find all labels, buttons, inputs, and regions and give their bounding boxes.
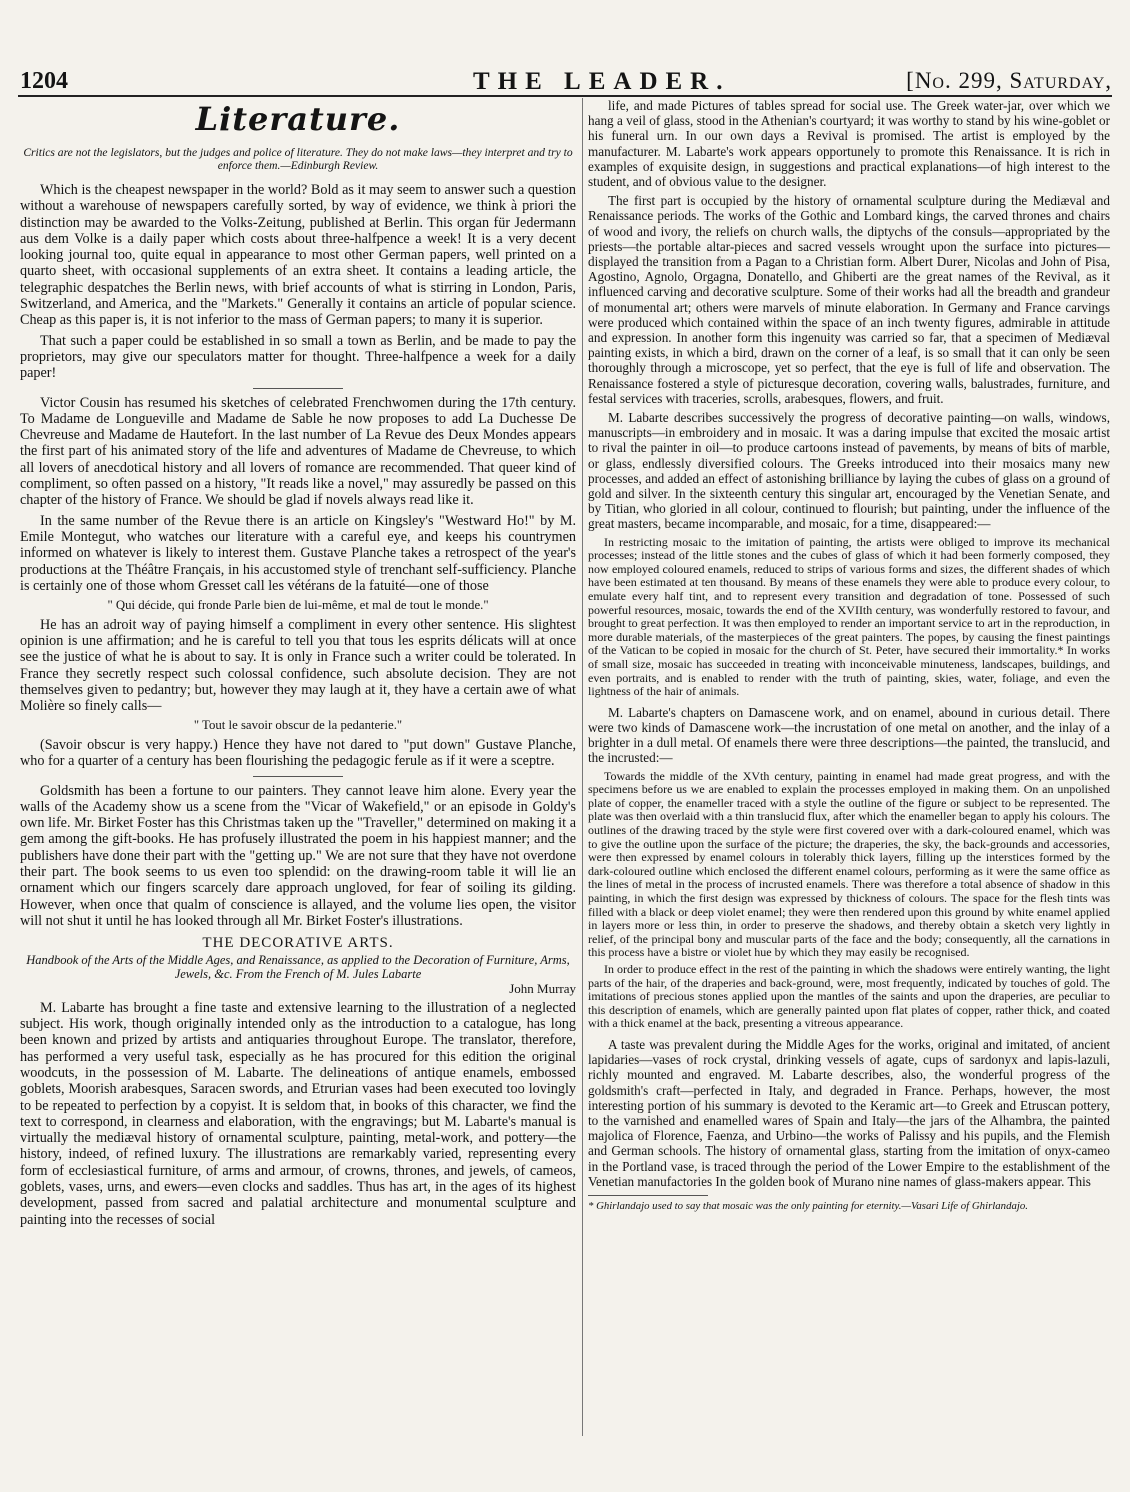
footnote: * Ghirlandajo used to say that mosaic was the only painting for eternity.—Vasari Life of Ghirlandajo. <box>588 1199 1028 1212</box>
article-paragraph: A taste was prevalent during the Middle Ages for the works, original and imitated, of ancient lapidaries—vases of rock crystal, drinking vessels of agate, cups of sardonyx and lapis-lazuli, richly mounted and engraved. M. Labarte describes, also, the wonderful progress of the goldsmith's craft—perfected in Italy, and degraded in France. Perhaps, however, the most interesting portion of his summary is devoted to the Keramic art—to Greek and Etruscan pottery, to the varnished and enamelled wares of Spain and Italy—the jars of the Alhambra, the painted majolica of Florence, Faenza, and Urbino—the works of Palissy and his pupils, and the Flemish and German schools. The history of ornamental glass, starting from the imitation of onyx-cameo in the Portland vase, is traced through the period of the Lower Empire to the establishment of the Venetian manufactories In the golden book of Murano nine names of glass-makers appear. This <box>588 1036 1110 1189</box>
block-quote <box>588 536 1110 699</box>
review-subtitle: Handbook of the Arts of the Middle Ages, and Renaissance, as applied to the Decoration of Furniture, Arms, Jewels, &c. From the French of M. Jules Labarte <box>26 953 570 982</box>
divider <box>253 388 343 389</box>
right-column <box>588 98 1110 1212</box>
page-number: 1204 <box>20 68 68 94</box>
masthead-rule <box>18 95 1112 97</box>
article-paragraph: Goldsmith has been a fortune to our painters. They cannot leave him alone. Every year the walls of the Academy show us a scene from the "Vicar of Wakefield," or an episode in Goldy's own life. Mr. Birket Foster has this Christmas taken up the "Traveller," determined on making it a gem among the gift-books. He has profusely illustrated the poem in his happiest manner; and the publishers have done their part with the "getting up." We are not sure that they have not overdone their part. The book seems to us even too splendid: on the drawing-room table it will lie an ornament which our fingers scarcely dare approach ungloved, for fear of soiling its gilding. However, when once that qualm of conscience is allayed, and the volume lies open, the visitor will not shut it until he has looked through all Mr. Birket Foster's illustrations. <box>20 782 576 929</box>
block-quote <box>588 770 1110 1031</box>
masthead <box>18 60 1112 94</box>
article-paragraph: Victor Cousin has resumed his sketches of celebrated Frenchwomen during the 17th century. To Madame de Longueville and Madame de Sable he now proposes to add La Duchesse De Chevreuse and Madame de Hautefort. In the last number of La Revue des Deux Mondes appears the first part of his animated story of the life and adventures of Madame de Chevreuse, to which all lovers of anecdotical history and all lovers of romance are recommended. That queer kind of compliment, so often passed on a history, "It reads like a novel," may assuredly be passed on this chapter of the history of France. We should be glad if novels always read like it. <box>20 394 576 509</box>
article-paragraph: He has an adroit way of paying himself a compliment in every other sentence. His slightest opinion is une affirmation; and he is careful to tell you that tous les esprits délicats will at once see the justice of what he is about to say. It is only in France such a writer could be tolerated. In France they secretly respect such colossal confidence, such absolute decision. They are not themselves given to pedantry; but, however they may laugh at it, they have a certain awe of what Molière so finely calls— <box>20 616 576 715</box>
epigraph: Critics are not the legislators, but the judges and police of literature. They do not make laws—they interpret and try to enforce them.—Edinburgh Review. <box>23 146 573 172</box>
article-paragraph: (Savoir obscur is very happy.) Hence they have not dared to "put down" Gustave Planche, who for a quarter of a century has been flourishing the pedagogic ferule as if it were a sceptre. <box>20 736 576 770</box>
review-title: THE DECORATIVE ARTS. <box>202 935 394 952</box>
verse-quote: " Tout le savoir obscur de la pedanterie." <box>193 718 403 733</box>
article-paragraph: M. Labarte's chapters on Damascene work, and on enamel, abound in curious detail. There were two kinds of Damascene work—the incrustation of one metal on another, and the inlay of a brighter in a dull metal. Of enamels there were three descriptions—the painted, the translucid, and the incrusted:— <box>588 704 1110 766</box>
article-paragraph: In the same number of the Revue there is an article on Kingsley's "Westward Ho!" by M. Emile Montegut, who watches our literature with a careful eye, and keeps his countrymen informed on whatever is likely to interest them. Gustave Planche takes a retrospect of the year's productions at the Théâtre Français, in his accustomed style of trenchant self-sufficiency. Planche is certainly one of those whom Gresset call les vétérans de la fatuité—one of those <box>20 512 576 594</box>
section-heading: Literature. <box>195 100 401 138</box>
quote-paragraph: In restricting mosaic to the imitation of painting, the artists were obliged to improve its mechanical processes; instead of the little stones and the cubes of glass of which it had been formerly composed, they now employed coloured enamels, reduced to strips of various forms and sizes, the different shades of which have been estimated at ten thousand. By means of these enamels they were able to produce every colour, to emulate every half tint, and to represent every transition and degradation of tone. Possessed of such powerful resources, mosaic, towards the end of the XVIIth century, was wonderfully restored to favour, and brought to great perfection. It was then employed to render an important service to art in the reproduction, in more durable materials, of the masterpieces of the great painters. The popes, by causing the finest paintings of the Vatican to be copied in mosaic for the church of St. Peter, have secured their immortality.* In works of small size, mosaic has succeeded in treating with inconceivable minuteness, landscapes, buildings, and even portraits, and is enabled to render with the truth of painting, skies, water, foliage, and even the lightness of the hair of animals. <box>588 534 1110 699</box>
left-column <box>20 98 576 1232</box>
article-paragraph: Which is the cheapest newspaper in the world? Bold as it may seem to answer such a question without a warehouse of newspapers carefully sorted, by way of evidence, we think à priori the distinction may be awarded to the Volks-Zeitung, published at Berlin. This organ für Jedermann aus dem Volke is a daily paper which costs about three-halfpence a week! It is a very decent looking journal too, quite equal in appearance to most other German papers, well printed on a quarto sheet, with occasional supplements of an extra sheet. It contains a leading article, the telegraphic despatches the Berlin news, with brief accounts of what is stirring in London, Paris, Switzerland, and America, and the "Markets." Generally it contains an article of popular science. Cheap as this paper is, it is not inferior to the mass of German papers; to many it is superior. <box>20 182 576 329</box>
divider <box>253 776 343 777</box>
newspaper-title: THE LEADER. <box>473 68 731 95</box>
review-publisher: John Murray <box>509 981 576 997</box>
article-paragraph: M. Labarte has brought a fine taste and extensive learning to the illustration of a neglected subject. His work, though originally intended only as the introduction to a catalogue, has long been known and prized by artists and antiquaries throughout Europe. The translator, therefore, has performed a very useful task, especially as he has procured for this edition the original woodcuts, in the possession of M. Labarte. The delineations of antique enamels, embossed goblets, Moorish arabesques, Saracen swords, and Etrurian vases had been executed too lovingly to be repeated to perfection by a copyist. It is seldom that, in books of this character, we find the text to correspond, in clearness and elaboration, with the engravings; but M. Labarte's manual is virtually the mediæval history of ornamental sculpture, painting, metal-work, and pottery—the history, indeed, of refined luxury. The illustrations are remarkably varied, representing every form of ecclesiastical furniture, of arms and armour, of crowns, thrones, and jewels, of cameos, goblets, vases, urns, and ewers—even clocks and saddles. Thus has art, in the ages of its highest development, passed from sacred and palatial architecture and monumental sculpture and painting into the recesses of social <box>20 999 576 1228</box>
article-paragraph: The first part is occupied by the history of ornamental sculpture during the Mediæval and Renaissance periods. The works of the Gothic and Lombard kings, the carved thrones and chairs of wood and ivory, the reliefs on church walls, the diptychs of the consuls—appropriated by the priests—the portable altar-pieces and sacred vessels wrought upon the surface into pictures—displayed the transition from a Pagan to a Christian form. Albert Durer, Nicolas and John of Pisa, Agostino, Agnolo, Orgagna, Donatello, and Ghiberti are the great names of the Revival, as it influenced carving and decorative sculpture. Some of their works had all the breadth and grandeur of monumental art; others were marvels of minute elaboration. In Germany and France carvings were produced which contained within the space of an inch twenty figures, admirable in attitude and expression. In another form this ingenuity was carried so far, that a specimen of Mediæval painting exists, in which a bird, drawn on the corner of a leaf, is so small that it can only be seen thoroughly through a microscope, yet so perfect, that the eye is full of life and observation. The Renaissance fostered a style of picturesque decoration, covering walls, balustrades, furniture, and festal services with traceries, scrolls, arabesques, flowers, and fruit. <box>588 193 1110 406</box>
article-paragraph: life, and made Pictures of tables spread for social use. The Greek water-jar, over which we hang a veil of glass, stood in the Athenian's courtyard; it was worthy to stand by his wine-goblet or his funeral urn. In our own days a Revival is promised. The artist is employed by the manufacturer. M. Labarte's work appears opportunely to promote this Renaissance. It is rich in examples of exquisite design, in suggestions and practical explanations—of high interest to the student, and of obvious value to the designer. <box>588 98 1110 190</box>
footnote-rule <box>588 1195 708 1196</box>
issue-label: [No. 299, Saturday, <box>906 68 1112 93</box>
column-divider <box>582 98 583 1436</box>
quote-paragraph: In order to produce effect in the rest of the painting in which the shadows were entirely wanting, the light parts of the hair, of the draperies and back-ground, were, most frequently, indicated by touches of gold. The imitations of precious stones applied upon the mantles of the saints and upon the draperies, are peculiar to this description of enamels, which are generally painted upon flat plates of copper, rather thick, and coated with a thick enamel at the back, presenting a vitreous appearance. <box>588 961 1110 1031</box>
article-paragraph: M. Labarte describes successively the progress of decorative painting—on walls, windows, manuscripts—in embroidery and in mosaic. It was a daring impulse that excited the mosaic artist to rival the painter in oil—to produce cartoons instead of pavements, by means of bits of marble, or glass, endlessly diversified colours. The Greeks introduced into their mosaics many new processes, and added an effect of astonishing brilliance by laying the cubes of glass on a ground of gold and silver. In the sixteenth century this singular art, encouraged by the Venetian Senate, and by Titian, who gloried in all colour, continued to flourish; but painting, under the influence of the great masters, became incomparable, and mosaic, for a time, disappeared:— <box>588 410 1110 532</box>
verse-quote: " Qui décide, qui fronde Parle bien de lui-même, et mal de tout le monde." <box>107 598 489 613</box>
quote-paragraph: Towards the middle of the XVth century, painting in enamel had made great progress, and with the specimens before us we are enabled to explain the processes employed in making them. On an unpolished plate of copper, the enameller traced with a style the outline of the figure or subject to be represented. The plate was then overlaid with a thin translucid flux, after which the enameller began to apply his colours. The outlines of the drawing traced by the style were first covered over with a dark-coloured enamel, which was to give the outline upon the surface of the picture; the draperies, the sky, the back-grounds and accessories, were then expressed by enamel colours in tolerably thick layers, filling up the interstices formed by the dark-coloured outline which enclosed the different enamel colours, performing as it were the same office as the lines of metal in the process of incrusted enamels. There was therefore a total absence of shadow in this painting, in which the first design was expressed by thickness of colours. The space for the flesh tints was filled with a black or deep violet enamel; they were then rendered upon this ground by white enamel applied in layers more or less thin, in order to preserve the shadows, and thereby obtain a sketch very lightly in relief, of the principal bony and muscular parts of the face and the body; consequently, all the carnations in this process have a bistre or violet hue by which they may easily be recognised. <box>588 768 1110 960</box>
article-paragraph: That such a paper could be established in so small a town as Berlin, and be made to pay the proprietors, may give our speculators matter for thought. Three-halfpence a week for a daily paper! <box>20 332 576 382</box>
